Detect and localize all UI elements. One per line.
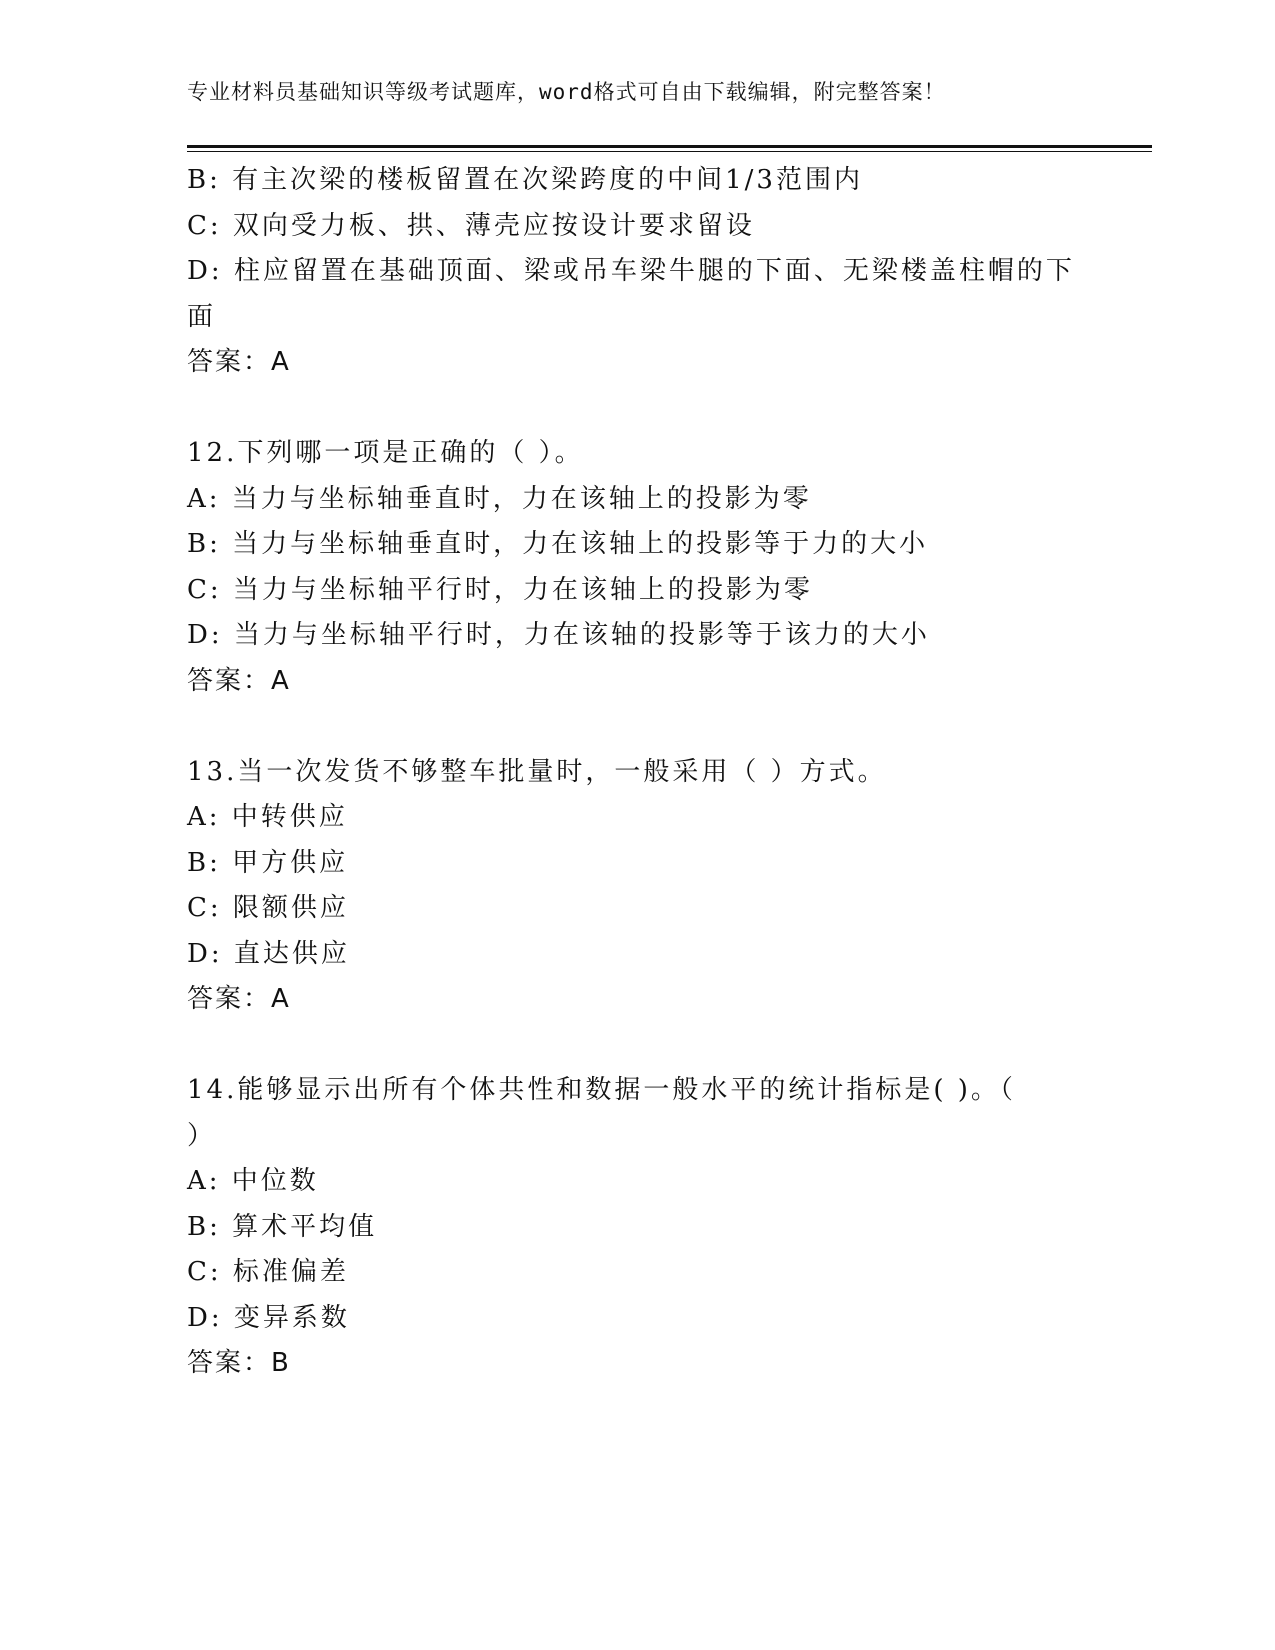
question-12-option-a: A: 当力与坐标轴垂直时，力在该轴上的投影为零: [187, 483, 812, 514]
question-14-option-a: A: 中位数: [187, 1166, 319, 1196]
question-14-option-c: C: 标准偏差: [187, 1257, 349, 1287]
question-14-option-b: B: 算术平均值: [187, 1211, 378, 1242]
question-12-answer: 答案：A: [187, 665, 291, 696]
question-13-answer: 答案：A: [187, 984, 291, 1014]
option-d-continued: 面: [187, 301, 217, 332]
option-d: D: 柱应留置在基础顶面、梁或吊车梁牛腿的下面、无梁楼盖柱帽的下: [187, 256, 1075, 286]
question-13-option-b: B: 甲方供应: [187, 847, 349, 878]
question-content: [187, 158, 1087, 1387]
spacer: [187, 1023, 1087, 1069]
header-rule-thin: [187, 151, 1152, 152]
question-12-option-c: C: 当力与坐标轴平行时，力在该轴上的投影为零: [187, 574, 813, 605]
option-b: B: 有主次梁的楼板留置在次梁跨度的中间1/3范围内: [187, 165, 863, 195]
question-12-option-b: B: 当力与坐标轴垂直时，力在该轴上的投影等于力的大小: [187, 529, 929, 559]
question-14-option-d: D: 变异系数: [187, 1302, 350, 1333]
question-13-option-a: A: 中转供应: [187, 802, 348, 832]
page-header: 专业材料员基础知识等级考试题库，word格式可自由下载编辑，附完整答案！: [187, 80, 946, 104]
header-rule-thick: [187, 145, 1152, 148]
question-14-stem-continued: ）: [187, 1120, 217, 1151]
question-12-option-d: D: 当力与坐标轴平行时，力在该轴的投影等于该力的大小: [187, 620, 930, 650]
question-13-option-d: D: 直达供应: [187, 938, 350, 969]
question-14-answer: 答案：B: [187, 1348, 291, 1378]
option-c: C: 双向受力板、拱、薄壳应按设计要求留设: [187, 210, 755, 241]
question-14-stem: 14.能够显示出所有个体共性和数据一般水平的统计指标是( )。（: [187, 1075, 1016, 1105]
answer: 答案：A: [187, 347, 291, 377]
question-12-stem: 12.下列哪一项是正确的（ ）。: [187, 438, 584, 468]
spacer: [187, 386, 1087, 432]
spacer: [187, 704, 1087, 750]
question-13-option-c: C: 限额供应: [187, 893, 349, 923]
question-13-stem: 13.当一次发货不够整车批量时，一般采用（ ）方式。: [187, 756, 887, 787]
